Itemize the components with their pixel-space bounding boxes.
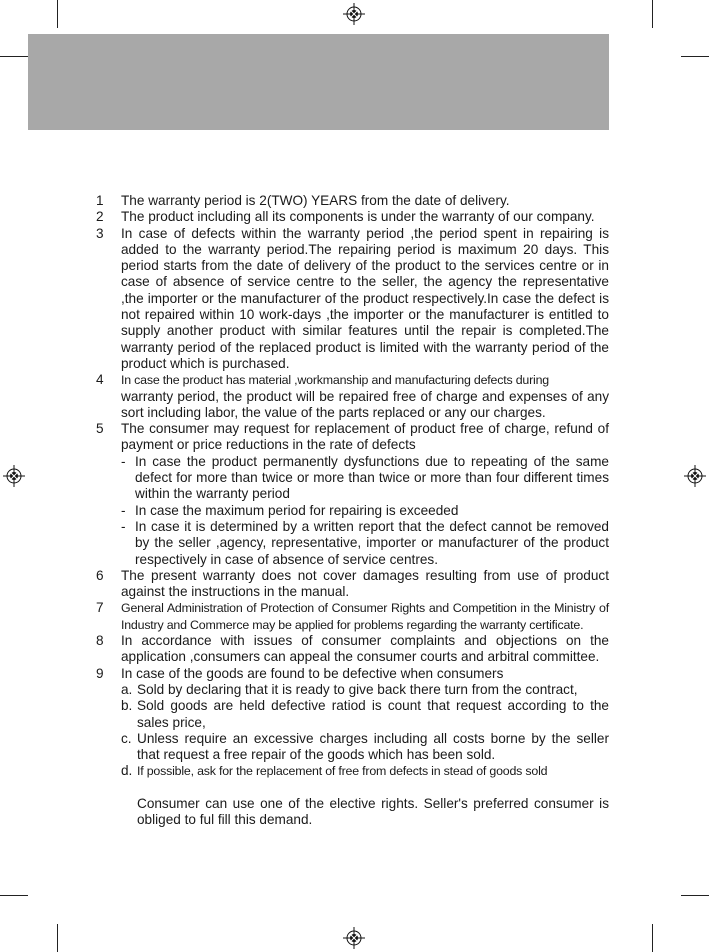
item-text: The warranty period is 2(TWO) YEARS from the date of delivery. bbox=[121, 193, 510, 208]
list-item bbox=[96, 193, 609, 209]
sub-item-marker: a. bbox=[121, 681, 133, 697]
sub-item bbox=[121, 731, 609, 764]
item-text: The consumer may request for replacement of product free of charge, refund of payment or price reductions in the rate of defects bbox=[121, 421, 609, 453]
warranty-terms bbox=[96, 193, 609, 828]
list-item bbox=[96, 568, 609, 601]
sub-item-marker: b. bbox=[121, 698, 133, 714]
crop-mark bbox=[57, 924, 58, 952]
sub-item-text: In case the maximum period for repairing is exceeded bbox=[135, 502, 459, 518]
list-item bbox=[96, 372, 609, 421]
crop-mark bbox=[681, 895, 709, 896]
sub-item-marker: d. bbox=[121, 763, 133, 779]
sub-item-text: In case it is determined by a written report that the defect cannot be removed by the seller ,agency, representative, importer or manufacturer of the product respectively in case of absence of service centres. bbox=[135, 518, 609, 567]
sub-item bbox=[121, 698, 609, 731]
list-item bbox=[96, 226, 609, 373]
sub-item-text: Sold goods are held defective ratiod is count that request according to the sales price, bbox=[137, 698, 609, 730]
sub-item-text: If possible, ask for the replacement of free from defects in stead of goods sold bbox=[137, 764, 548, 779]
crop-mark bbox=[0, 895, 28, 896]
item-text: In accordance with issues of consumer complaints and objections on the application ,consumers can appeal the consumer courts and arbitral committee. bbox=[121, 633, 609, 665]
sub-item-text: In case the product permanently dysfunctions due to repeating of the same defect for more than twice or more than twice or more than four different times within the warranty period bbox=[135, 453, 609, 502]
item-number: 8 bbox=[96, 633, 104, 649]
list-item bbox=[96, 421, 609, 568]
item-text: In case of defects within the warranty period ,the period spent in repairing is added to the warranty period.The repairing period is maximum 20 days. This period starts from the date of delivery of the product to the services centre or in case of absence of service centre to the seller, the agency the representative ,the importer or the manufacturer of the product respectively.In case the defect is not repaired within 10 work-days ,the importer or the manufacturer is entitled to supply another product with similar features until the repair is completed.The warranty period of the replaced product is limited with the warranty period of the product which is purchased. bbox=[121, 225, 609, 371]
sub-item-marker: - bbox=[121, 502, 126, 518]
sub-item bbox=[121, 454, 609, 503]
crop-mark bbox=[681, 56, 709, 57]
item-number: 4 bbox=[96, 372, 104, 388]
item-text: The product including all its components is under the warranty of our company. bbox=[121, 209, 595, 225]
closing-paragraph: Consumer can use one of the elective rights. Seller's preferred consumer is obliged to ful fill this demand. bbox=[137, 795, 609, 827]
item-body bbox=[121, 372, 609, 421]
registration-mark-icon bbox=[343, 927, 365, 949]
crop-mark bbox=[57, 0, 58, 28]
item-number: 9 bbox=[96, 665, 104, 681]
item-number: 5 bbox=[96, 421, 104, 437]
sub-item bbox=[121, 763, 609, 779]
registration-mark-icon bbox=[343, 3, 365, 25]
list-item bbox=[96, 633, 609, 666]
sub-item bbox=[121, 503, 609, 519]
item-text: warranty period, the product will be repaired free of charge and expenses of any sort including labor, the value of the parts replaced or any our charges. bbox=[121, 388, 609, 420]
item-number: 3 bbox=[96, 225, 104, 241]
item-lead-text: In case the product has material ,workmanship and manufacturing defects during bbox=[121, 373, 549, 388]
header-band bbox=[28, 34, 609, 130]
item-number: 7 bbox=[96, 600, 104, 616]
item-body bbox=[121, 421, 609, 568]
crop-mark bbox=[652, 924, 653, 952]
item-text: In case of the goods are found to be defective when consumers bbox=[121, 665, 504, 681]
list-item bbox=[96, 209, 609, 225]
list-item bbox=[96, 666, 609, 780]
registration-mark-icon bbox=[3, 465, 25, 487]
item-number: 6 bbox=[96, 567, 104, 583]
item-number: 2 bbox=[96, 209, 104, 225]
item-body bbox=[121, 666, 609, 780]
item-text: The present warranty does not cover damages resulting from use of product against the instructions in the manual. bbox=[121, 567, 609, 600]
registration-mark-icon bbox=[684, 465, 706, 487]
sub-item bbox=[121, 519, 609, 568]
list-item bbox=[96, 600, 609, 633]
sub-item bbox=[121, 682, 609, 698]
sub-item-text: Unless require an excessive charges including all costs borne by the seller that request a free repair of the goods which has been sold. bbox=[137, 730, 609, 763]
sub-item-marker: c. bbox=[121, 730, 132, 746]
crop-mark bbox=[652, 0, 653, 28]
item-text: General Administration of Protection of Consumer Rights and Competition in the Ministry of Industry and Commerce may be applied for problems regarding the warranty certificate. bbox=[121, 601, 609, 632]
sub-item-marker: - bbox=[121, 518, 126, 534]
sub-item-text: Sold by declaring that it is ready to give back there turn from the contract, bbox=[137, 681, 578, 697]
sub-item-marker: - bbox=[121, 453, 126, 469]
crop-mark bbox=[0, 56, 28, 57]
item-number: 1 bbox=[96, 193, 104, 208]
